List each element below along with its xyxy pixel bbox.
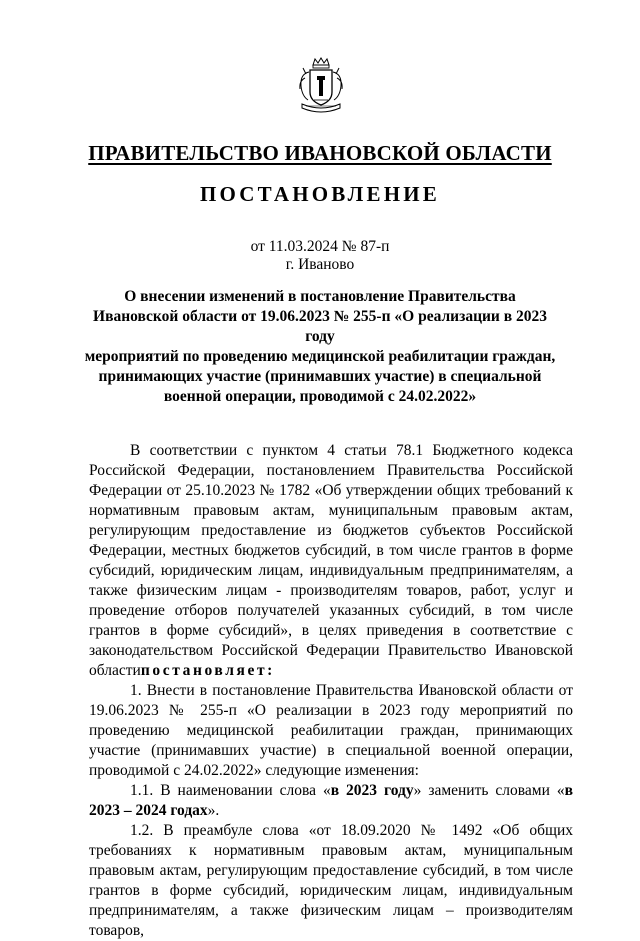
document-subject xyxy=(80,287,560,407)
preamble-text: В соответствии с пунктом 4 статьи 78.1 Бюджетного кодекса Российской Федерации, постановлением Правительства Российской Федерации от 25.10.2023 № 1782 «Об утверждении общих требований к нормативным правовым актам, муниципальным правовым актам, регулирующим предоставление из бюджетов субъектов Российской Федерации, местных бюджетов субсидий, в том числе грантов в форме субсидий, юридическим лицам, индивидуальным предпринимателям, а также физическим лицам - производителям товаров, работ, услуг и проведение отборов получателей указанных субсидий, в том числе грантов в форме субсидий», в целях приведения в соответствие с законодательством Российской Федерации Правительство Ивановской области xyxy=(89,442,573,679)
subject-line: принимающих участие (принимавших участие) в специальной xyxy=(98,368,542,385)
decree-word: постановляет: xyxy=(140,662,275,679)
preamble-paragraph xyxy=(89,441,573,681)
date-number: от 11.03.2024 № 87-п xyxy=(250,238,390,255)
old-words: в 2023 году xyxy=(330,782,414,799)
subject-line: военной операции, проводимой с 24.02.2022» xyxy=(163,388,477,405)
document-body xyxy=(89,441,573,941)
new-words: в 2023 – 2024 годах xyxy=(89,782,573,819)
item-1-paragraph: 1. Внести в постановление Правительства Ивановской области от 19.06.2023 № 255-п «О реализации в 2023 году мероприятий по проведению медицинской реабилитации граждан, принимающих участие (принимавших участие) в специальной военной операции, проводимой с 24.02.2022» следующие изменения: xyxy=(89,682,573,779)
coat-of-arms-icon xyxy=(296,56,346,116)
subject-line: мероприятий по проведению медицинской реабилитации граждан, xyxy=(84,348,556,365)
government-title: ПРАВИТЕЛЬСТВО ИВАНОВСКОЙ ОБЛАСТИ xyxy=(88,141,552,165)
item-1-1-paragraph: 1.1. В наименовании слова «в 2023 году» заменить словами «в 2023 – 2024 годах». xyxy=(89,782,573,819)
document-type: ПОСТАНОВЛЕНИЕ xyxy=(199,182,441,206)
subject-line: О внесении изменений в постановление Правительства xyxy=(124,288,516,305)
item-1-2-paragraph: 1.2. В преамбуле слова «от 18.09.2020 № 1492 «Об общих требованиях к нормативным правовым актам, муниципальным правовым актам, регулирующим предоставление субсидий, в том числе грантов в форме субсидий, юридическим лицам, индивидуальным предпринимателям, а также физическим лицам – производителям товаров, xyxy=(89,822,573,939)
city: г. Иваново xyxy=(285,256,355,273)
subject-line: Ивановской области от 19.06.2023 № 255-п «О реализации в 2023 году xyxy=(93,308,547,345)
